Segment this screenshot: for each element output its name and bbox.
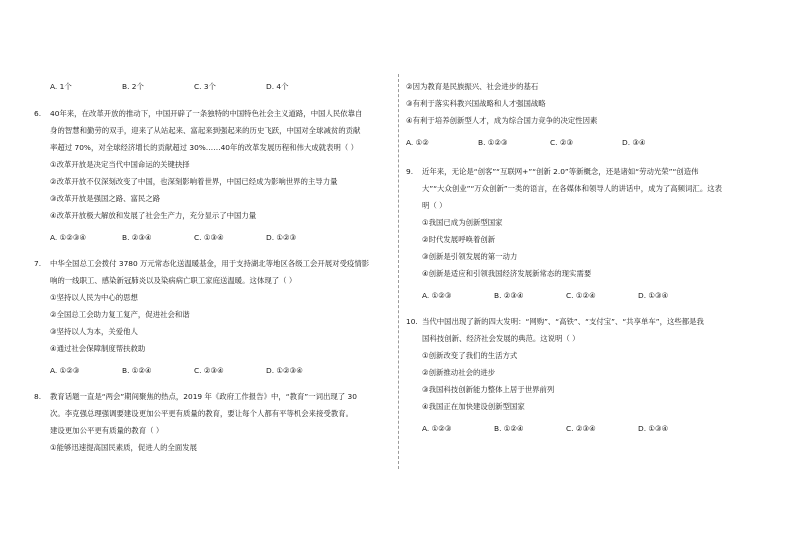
option-b: B. ①②④ xyxy=(494,424,524,433)
statement-item: ③创新是引领发展的第一动力 xyxy=(422,252,518,261)
statement-item: ④创新是适应和引领我国经济发展新常态的现实需要 xyxy=(422,269,592,278)
question-number: 6. xyxy=(34,109,42,118)
statement-item: ①改革开放是决定当代中国命运的关键抉择 xyxy=(50,160,190,169)
answer-options xyxy=(406,287,776,304)
question-stem-line: 响的一线职工、感染新冠肺炎以及染病病亡职工家庭送温暖。这体现了（ ） xyxy=(50,276,297,285)
statement-item: ④改革开放极大解放和发展了社会生产力，充分显示了中国力量 xyxy=(50,211,257,220)
option-d: D. ③④ xyxy=(622,138,646,147)
option-d: D. ①②③ xyxy=(266,233,297,242)
right-column xyxy=(406,78,776,437)
option-a: A. ①② xyxy=(406,138,429,147)
question-number: 9. xyxy=(406,167,414,176)
q5-option-d: D. 4个 xyxy=(266,82,289,91)
statement-item: ①能够迅速提高国民素质，促进人的全面发展 xyxy=(50,443,198,452)
statement-item: ②时代发展呼唤着创新 xyxy=(422,235,496,244)
q5-option-b: B. 2个 xyxy=(122,82,144,91)
question-9 xyxy=(406,163,776,304)
statement-item: ①创新改变了我们的生活方式 xyxy=(422,351,518,360)
statement-item: ③我国科技创新能力整体上居于世界前列 xyxy=(422,385,555,394)
statement-item: ③有利于落实科教兴国战略和人才强国战略 xyxy=(406,99,546,108)
statement-item: ②全国总工会助力复工复产，促进社会和谐 xyxy=(50,310,190,319)
option-a: A. ①②③ xyxy=(422,424,452,433)
question-stem-line: 中华全国总工会拨付 3780 万元常态化送温暖基金，用于支持湖北等地区各级工会开展对受疫情影 xyxy=(50,259,370,268)
question-stem-line: 近年来，无论是“创客”“互联网+”“创新 2.0”等新概念，还是诸如“劳动光荣”“创造伟 xyxy=(422,167,699,176)
question-stem-line: 身的智慧和勤劳的双手，迎来了从站起来、富起来到强起来的历史飞跃，中国对全球减贫的贡献 xyxy=(50,126,361,135)
q8-options xyxy=(406,134,776,151)
question-7 xyxy=(34,255,386,379)
option-b: B. ②③④ xyxy=(494,291,524,300)
answer-options xyxy=(406,420,776,437)
question-stem-line: 教育话题一直是“两会”期间聚焦的热点，2019 年《政府工作报告》中，“教育”一词出现了 30 xyxy=(50,392,357,401)
option-b: B. ①②③ xyxy=(478,138,508,147)
option-a: A. ①②③④ xyxy=(50,233,87,242)
question-stem-line: 国科技创新、经济社会发展的典范。这说明（ ） xyxy=(422,334,580,343)
option-c: C. ①②④ xyxy=(566,291,596,300)
answer-options xyxy=(34,362,386,379)
statement-item: ②创新推动社会的进步 xyxy=(422,368,496,377)
q5-option-a: A. 1个 xyxy=(50,82,72,91)
statement-item: ③改革开放是强国之路、富民之路 xyxy=(50,194,161,203)
option-a: A. ①②③ xyxy=(422,291,452,300)
statement-item: ①坚持以人民为中心的思想 xyxy=(50,293,138,302)
left-column xyxy=(34,78,386,456)
statement-item: ①我国已成为创新型国家 xyxy=(422,218,503,227)
statement-item: ③坚持以人为本，关爱他人 xyxy=(50,327,138,336)
option-b: B. ②③④ xyxy=(122,233,152,242)
option-c: C. ②③ xyxy=(550,138,574,147)
question-number: 7. xyxy=(34,259,42,268)
statement-item: ②改革开放不仅深刻改变了中国，也深刻影响着世界，中国已经成为影响世界的主导力量 xyxy=(50,177,338,186)
statement-item: ④通过社会保障制度帮扶救助 xyxy=(50,344,146,353)
answer-options xyxy=(34,229,386,246)
statement-item: ②因为教育是民族振兴、社会进步的基石 xyxy=(406,82,539,91)
option-d: D. ①③④ xyxy=(638,291,669,300)
q5-options xyxy=(34,78,386,95)
option-a: A. ①②③ xyxy=(50,366,80,375)
question-stem-line: 40年来，在改革开放的推动下，中国开辟了一条独特的中国特色社会主义道路，中国人民依靠自 xyxy=(50,109,363,118)
question-stem-line: 当代中国出现了新的四大发明：“网购”、“高铁”、“支付宝”、“共享单车”，这些都是我 xyxy=(422,317,704,326)
statement-item: ④有利于培养创新型人才，成为综合国力竞争的决定性因素 xyxy=(406,116,598,125)
q5-option-c: C. 3个 xyxy=(194,82,216,91)
question-6 xyxy=(34,105,386,246)
question-number: 10. xyxy=(406,317,418,326)
option-b: B. ①②④ xyxy=(122,366,152,375)
column-divider xyxy=(398,74,399,469)
question-stem-line: 明（ ） xyxy=(422,201,447,210)
question-number: 8. xyxy=(34,392,42,401)
option-d: D. ①③④ xyxy=(638,424,669,433)
question-stem-line: 率超过 70%，对全球经济增长的贡献超过 30%……40年的改革发展历程和伟大成就表明（ ） xyxy=(50,143,358,152)
question-stem-line: 大”“大众创业”“万众创新”一类的语言，在各媒体和领导人的讲话中，成为了高频词汇。这表 xyxy=(422,184,722,193)
option-c: C. ①③④ xyxy=(194,233,224,242)
question-stem-line: 次。李克强总理强调要建设更加公平更有质量的教育，要让每个人都有平等机会来接受教育。 xyxy=(50,409,354,418)
question-8 xyxy=(34,388,386,456)
statement-item: ④我国正在加快建设创新型国家 xyxy=(422,402,525,411)
question-10 xyxy=(406,313,776,437)
option-c: C. ②③④ xyxy=(566,424,596,433)
option-c: C. ②③④ xyxy=(194,366,224,375)
question-stem-line: 建设更加公平更有质量的教育（ ） xyxy=(50,426,164,435)
option-d: D. ①②③④ xyxy=(266,366,303,375)
